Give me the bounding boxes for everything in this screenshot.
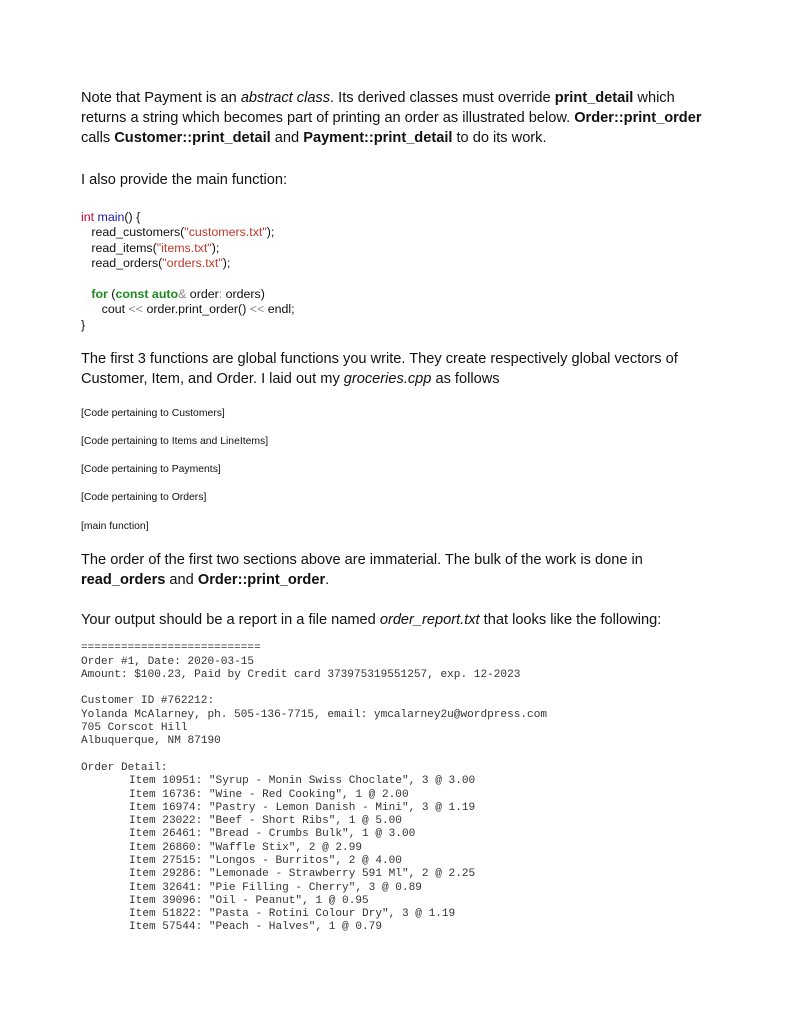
- code-token: order: [186, 287, 219, 302]
- text-italic: order_report.txt: [379, 612, 480, 629]
- report-item: Item 27515: "Longos - Burritos", 2 @ 4.00: [129, 855, 402, 867]
- code-line: [81, 287, 721, 302]
- code-token: () {: [124, 210, 141, 224]
- report-customer-id: Customer ID #762212:: [81, 695, 215, 708]
- code-token: main: [97, 210, 125, 224]
- code-token: (: [107, 287, 116, 302]
- text: calls: [81, 130, 115, 146]
- report-customer-street: 705 Corscot Hill: [81, 722, 188, 735]
- paragraph-global-functions: [81, 349, 721, 389]
- code-line-blank: [81, 272, 721, 287]
- paragraph-order-of-sections: [81, 550, 721, 590]
- text: Your output should be a report in a file named: [81, 612, 380, 629]
- code-token: );: [266, 225, 275, 240]
- code-operator: <<: [128, 302, 144, 317]
- section-item: [main function]: [81, 521, 149, 533]
- paragraph-payment-abstract: [81, 88, 721, 148]
- report-item: Item 10951: "Syrup - Monin Swiss Choclate", 3 @ 3.00: [129, 775, 476, 788]
- code-string: "items.txt": [156, 240, 212, 255]
- report-order-line: Order #1, Date: 2020-03-15: [81, 655, 255, 668]
- text-bold: read_orders: [81, 572, 166, 589]
- section-item: [Code pertaining to Payments]: [81, 464, 221, 476]
- text-bold: Order::print_order: [197, 572, 326, 589]
- text: which returns a string which becomes part of printing an order as illustrated below.: [81, 90, 675, 126]
- report-item: Item 26860: "Waffle Stix", 2 @ 2.99: [129, 841, 363, 854]
- report-item: Item 51822: "Pasta - Rotini Colour Dry", 3 @ 1.19: [129, 908, 456, 921]
- text: .: [325, 572, 330, 589]
- section-item: [Code pertaining to Orders]: [81, 492, 207, 504]
- paragraph-main-intro: I also provide the main function:: [81, 172, 288, 188]
- text: and: [270, 130, 304, 146]
- code-line: [81, 225, 721, 240]
- text-italic: abstract class: [240, 90, 331, 106]
- report-item: Item 23022: "Beef - Short Ribs", 1 @ 5.00: [129, 815, 402, 828]
- code-token: orders): [222, 287, 265, 302]
- report-item: Item 29286: "Lemonade - Strawberry 591 Ml", 2 @ 2.25: [129, 868, 476, 881]
- code-line: [81, 210, 721, 225]
- code-token: endl;: [264, 302, 295, 317]
- code-keyword: for: [91, 287, 108, 302]
- text: The first 3 functions are global functions you write. They create respectively global vectors of Customer, Item, and Order. I laid out my: [81, 351, 678, 388]
- text: to do its work.: [452, 130, 547, 146]
- text-bold: print_detail: [554, 90, 634, 106]
- report-rule: ===========================: [81, 642, 261, 655]
- code-token: int: [81, 210, 95, 224]
- report-item: Item 57544: "Peach - Halves", 1 @ 0.79: [129, 921, 382, 934]
- text: and: [165, 572, 198, 589]
- code-line: [81, 256, 721, 271]
- text: that looks like the following:: [479, 612, 662, 629]
- code-operator: &: [178, 287, 187, 302]
- code-token: );: [222, 256, 231, 271]
- sample-report: [81, 642, 721, 935]
- report-item: Item 26461: "Bread - Crumbs Bulk", 1 @ 3.00: [129, 828, 416, 841]
- text-bold: Order::print_order: [574, 110, 702, 126]
- document-page: [81, 88, 721, 935]
- code-string: "orders.txt": [162, 256, 223, 271]
- code-string: "customers.txt": [184, 225, 267, 240]
- code-block-main: [81, 210, 721, 333]
- code-token: read_items(: [91, 240, 157, 255]
- code-operator: <<: [249, 302, 265, 317]
- report-item: Item 32641: "Pie Filling - Cherry", 3 @ 0.89: [129, 881, 422, 894]
- paragraph-output-description: [81, 610, 721, 630]
- code-token: cout: [101, 302, 129, 317]
- text-bold: Payment::print_detail: [303, 130, 453, 146]
- code-operator: :: [218, 287, 223, 302]
- text: Note that Payment is an: [81, 90, 241, 106]
- report-amount-line: Amount: $100.23, Paid by Credit card 373975319551257, exp. 12-2023: [81, 668, 521, 681]
- text: . Its derived classes must override: [330, 90, 555, 106]
- code-keyword: const auto: [115, 287, 179, 302]
- code-token: );: [211, 240, 220, 255]
- report-customer-contact: Yolanda McAlarney, ph. 505-136-7715, email: ymcalarney2u@wordpress.com: [81, 708, 548, 721]
- report-customer-city: Albuquerque, NM 87190: [81, 735, 221, 748]
- code-token: order.print_order(): [143, 302, 250, 317]
- section-item: [Code pertaining to Items and LineItems]: [81, 436, 269, 448]
- code-line: }: [81, 317, 86, 332]
- report-blank: [81, 749, 721, 762]
- text: as follows: [431, 371, 500, 388]
- section-list: [81, 407, 721, 534]
- text-italic: groceries.cpp: [343, 371, 432, 388]
- text-bold: Customer::print_detail: [114, 130, 271, 146]
- text: The order of the first two sections above are immaterial. The bulk of the work is done in: [81, 552, 643, 569]
- code-line: [81, 302, 721, 317]
- report-detail-label: Order Detail:: [81, 761, 168, 774]
- section-item: [Code pertaining to Customers]: [81, 408, 225, 420]
- report-item: Item 16736: "Wine - Red Cooking", 1 @ 2.00: [129, 788, 409, 801]
- report-blank: [81, 682, 721, 695]
- code-token: read_orders(: [91, 256, 163, 271]
- report-item: Item 16974: "Pastry - Lemon Danish - Mini", 3 @ 1.19: [129, 801, 476, 814]
- report-item: Item 39096: "Oil - Peanut", 1 @ 0.95: [129, 894, 369, 907]
- code-token: read_customers(: [91, 225, 185, 240]
- code-line: [81, 241, 721, 256]
